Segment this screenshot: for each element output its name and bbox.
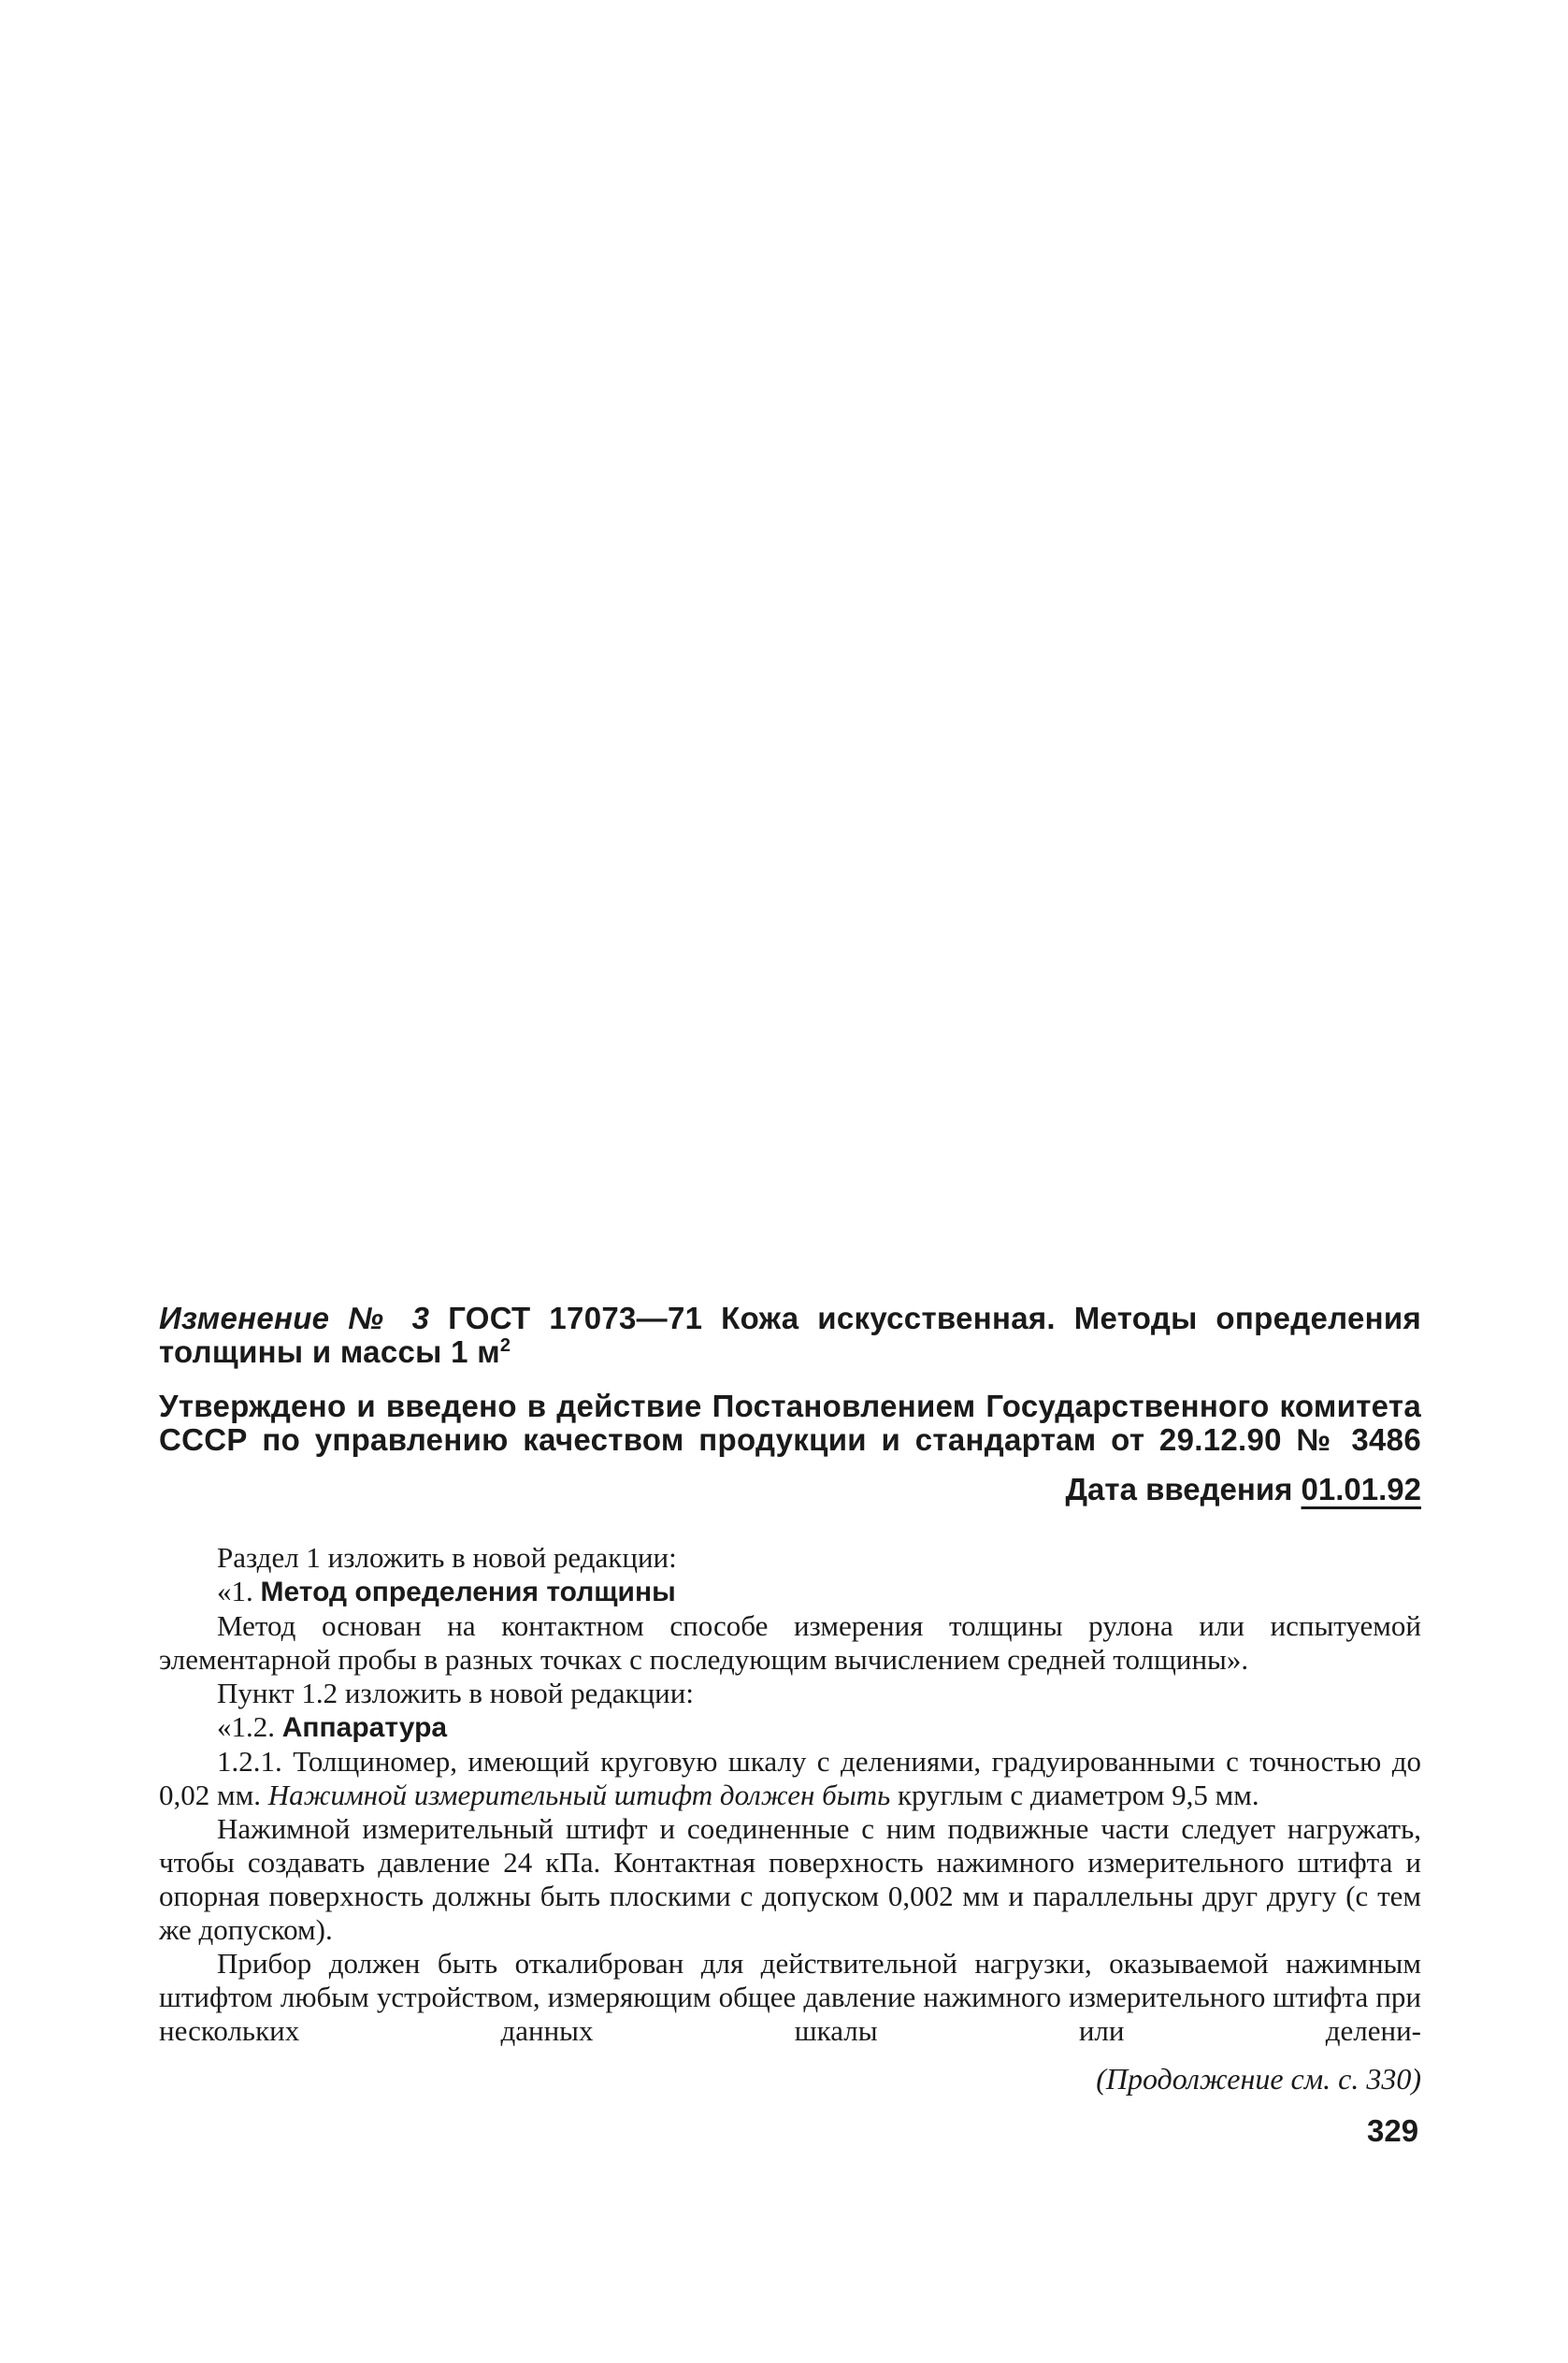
amendment-title-text: ГОСТ 17073—71 Кожа искусственная. Методы определения (448, 1301, 1421, 1335)
paragraph-text: круглым с диаметром 9,5 мм. (890, 1779, 1259, 1811)
approval-line-2: СССР по управлению качеством продукции и стандартам от 29.12.90 № 3486 (159, 1422, 1421, 1457)
paragraph-text: 1.2.1. Толщиномер, имеющий круговую шкалу с делениями, градуированными с точностью до 0,02 мм. (159, 1745, 1421, 1811)
amendment-document (159, 1302, 1421, 2096)
paragraph: Пункт 1.2 изложить в новой редакции: (217, 1677, 694, 1709)
subsection-heading-text: Аппаратура (281, 1712, 448, 1743)
paragraph: Метод основан на контактном способе измерения толщины рулона или испытуемой элементарной пробы в разных точках с последующим вычислением средней толщины». (159, 1609, 1421, 1676)
approval-line-1: Утверждено и введено в действие Постановлением Государственного комитета (159, 1389, 1421, 1423)
section-heading-text: Метод определения толщины (260, 1577, 676, 1607)
continued-note: (Продолжение см. с. 330) (1096, 2062, 1421, 2096)
paragraph: Нажимной измерительный штифт и соединенные с ним подвижные части следует нагружать, чтобы создавать давление 24 кПа. Контактная поверхность нажимного измерительного штифта и опорная поверхность должны быть плоскими с допуском 0,002 мм и параллельны друг другу (с тем же допуском). (159, 1812, 1421, 1946)
amendment-label: Изменение № 3 (159, 1301, 430, 1335)
paragraph: Прибор должен быть откалиброван для действительной нагрузки, оказываемой нажимным штифтом любым устройством, измеряющим общее давление нажимного измерительного штифта при нескольких данных шкалы или делени- (159, 1947, 1421, 2047)
amendment-body (159, 1541, 1421, 2048)
paragraph (159, 1745, 1421, 1812)
subsection-heading-prefix: «1.2. (217, 1710, 282, 1743)
amendment-title-line-2 (159, 1335, 1421, 1369)
paragraph-italic-text: Нажимной измерительный штифт должен быть (267, 1779, 891, 1811)
section-heading (159, 1575, 1421, 1609)
amendment-title-text-2: толщины и массы 1 м (159, 1334, 500, 1369)
subsection-heading (159, 1710, 1421, 1745)
section-heading-prefix: «1. (217, 1575, 261, 1607)
effective-date-value: 01.01.92 (1301, 1472, 1421, 1506)
amendment-title-line-1 (159, 1302, 1421, 1335)
paragraph: Раздел 1 изложить в новой редакции: (217, 1541, 677, 1574)
effective-date (159, 1472, 1421, 1507)
effective-date-label: Дата введения (1065, 1472, 1293, 1506)
page-number: 329 (1367, 2113, 1419, 2148)
superscript: 2 (499, 1335, 511, 1356)
